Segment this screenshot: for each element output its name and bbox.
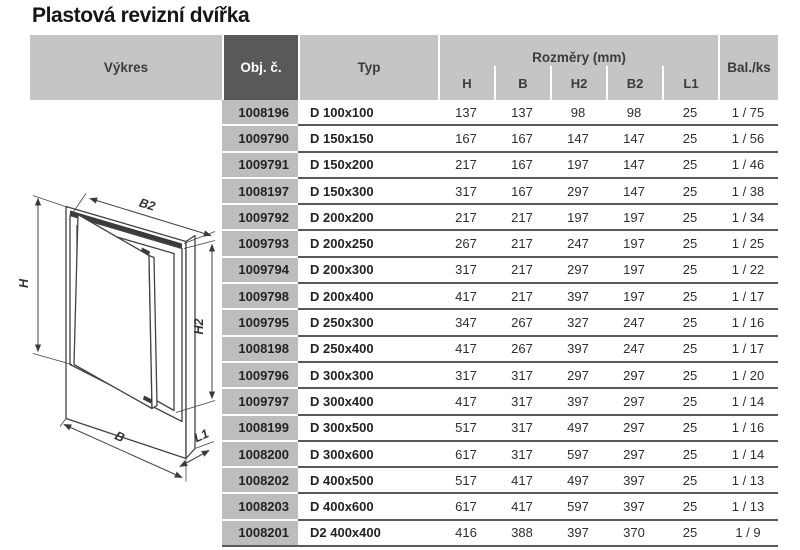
cell-l1: 25 xyxy=(662,442,718,468)
cell-type: D 300x300 xyxy=(298,363,438,389)
cell-bal: 1 / 14 xyxy=(718,442,778,468)
cell-b2: 397 xyxy=(606,494,662,520)
cell-h: 267 xyxy=(438,231,494,257)
drawing-column-spacer xyxy=(30,468,222,494)
cell-b: 267 xyxy=(494,337,550,363)
cell-b: 267 xyxy=(494,310,550,336)
dim-label-h2: H2 xyxy=(192,318,206,335)
cell-bal: 1 / 17 xyxy=(718,284,778,310)
column-header-obj xyxy=(222,35,298,100)
cell-order-number: 1009798 xyxy=(222,284,298,310)
cell-type: D 300x500 xyxy=(298,416,438,442)
cell-h2: 98 xyxy=(550,100,606,126)
cell-bal: 1 / 20 xyxy=(718,363,778,389)
cell-order-number: 1008200 xyxy=(222,442,298,468)
table-row xyxy=(30,284,778,310)
product-table xyxy=(30,35,778,547)
cell-h: 317 xyxy=(438,258,494,284)
cell-b2: 197 xyxy=(606,205,662,231)
cell-b: 317 xyxy=(494,363,550,389)
cell-h2: 397 xyxy=(550,337,606,363)
cell-b2: 397 xyxy=(606,468,662,494)
cell-bal: 1 / 22 xyxy=(718,258,778,284)
column-header-rozmery: Rozměry (mm) xyxy=(532,50,626,65)
cell-h2: 597 xyxy=(550,494,606,520)
drawing-column-spacer xyxy=(30,521,222,547)
table-row xyxy=(30,337,778,363)
cell-bal: 1 / 46 xyxy=(718,153,778,179)
table-row xyxy=(30,389,778,415)
cell-type: D 400x500 xyxy=(298,468,438,494)
cell-h: 217 xyxy=(438,153,494,179)
dim-label-b: B xyxy=(112,428,127,446)
cell-h2: 397 xyxy=(550,389,606,415)
column-header-typ xyxy=(298,35,438,100)
column-header-bal-label: Bal./ks xyxy=(727,60,771,75)
cell-b: 317 xyxy=(494,442,550,468)
cell-h: 167 xyxy=(438,126,494,152)
cell-b: 388 xyxy=(494,521,550,547)
cell-order-number: 1008198 xyxy=(222,337,298,363)
column-group-rozmery xyxy=(438,35,718,100)
cell-order-number: 1009793 xyxy=(222,231,298,257)
cell-b: 317 xyxy=(494,416,550,442)
drawing-column-spacer xyxy=(30,100,222,126)
cell-bal: 1 / 17 xyxy=(718,337,778,363)
drawing-column-spacer xyxy=(30,126,222,152)
cell-bal: 1 / 16 xyxy=(718,310,778,336)
drawing-column-spacer xyxy=(30,205,222,231)
cell-h2: 197 xyxy=(550,153,606,179)
cell-h2: 497 xyxy=(550,468,606,494)
dimension-subheaders xyxy=(440,66,718,100)
dim-label-l1: L1 xyxy=(191,426,211,446)
table-row xyxy=(30,100,778,126)
dim-label-b2: B2 xyxy=(137,195,157,214)
cell-b: 217 xyxy=(494,258,550,284)
cell-l1: 25 xyxy=(662,258,718,284)
cell-h: 217 xyxy=(438,205,494,231)
cell-h2: 397 xyxy=(550,521,606,547)
cell-l1: 25 xyxy=(662,231,718,257)
cell-b: 417 xyxy=(494,494,550,520)
cell-h: 317 xyxy=(438,363,494,389)
cell-h2: 397 xyxy=(550,284,606,310)
cell-b: 217 xyxy=(494,231,550,257)
column-header-vykres-label: Výkres xyxy=(103,60,149,75)
cell-type: D 200x300 xyxy=(298,258,438,284)
table-row xyxy=(30,416,778,442)
cell-h: 317 xyxy=(438,179,494,205)
cell-b2: 197 xyxy=(606,284,662,310)
page-title: Plastová revizní dvířka xyxy=(32,4,250,27)
cell-order-number: 1009790 xyxy=(222,126,298,152)
cell-order-number: 1008196 xyxy=(222,100,298,126)
cell-b2: 247 xyxy=(606,310,662,336)
drawing-column-spacer xyxy=(30,363,222,389)
cell-order-number: 1008203 xyxy=(222,494,298,520)
cell-h: 617 xyxy=(438,442,494,468)
cell-b: 167 xyxy=(494,179,550,205)
cell-l1: 25 xyxy=(662,337,718,363)
cell-type: D 200x200 xyxy=(298,205,438,231)
drawing-column-spacer xyxy=(30,416,222,442)
cell-bal: 1 / 75 xyxy=(718,100,778,126)
cell-h: 416 xyxy=(438,521,494,547)
column-header-b2: B2 xyxy=(606,66,662,100)
cell-l1: 25 xyxy=(662,153,718,179)
cell-type: D 150x150 xyxy=(298,126,438,152)
cell-h: 517 xyxy=(438,468,494,494)
cell-l1: 25 xyxy=(662,310,718,336)
column-header-h2: H2 xyxy=(550,66,606,100)
cell-b2: 247 xyxy=(606,337,662,363)
drawing-column-spacer xyxy=(30,494,222,520)
cell-b: 167 xyxy=(494,153,550,179)
column-header-obj-label: Obj. č. xyxy=(240,60,282,75)
cell-type: D 300x400 xyxy=(298,389,438,415)
cell-b2: 197 xyxy=(606,258,662,284)
cell-type: D 150x300 xyxy=(298,179,438,205)
cell-b2: 297 xyxy=(606,416,662,442)
cell-l1: 25 xyxy=(662,389,718,415)
cell-h2: 147 xyxy=(550,126,606,152)
column-header-bal xyxy=(718,35,778,100)
cell-b2: 197 xyxy=(606,231,662,257)
drawing-column-spacer xyxy=(30,442,222,468)
cell-l1: 25 xyxy=(662,126,718,152)
cell-h2: 197 xyxy=(550,205,606,231)
cell-h2: 327 xyxy=(550,310,606,336)
cell-h: 137 xyxy=(438,100,494,126)
cell-b2: 98 xyxy=(606,100,662,126)
cell-type: D 300x600 xyxy=(298,442,438,468)
cell-order-number: 1009792 xyxy=(222,205,298,231)
cell-order-number: 1009797 xyxy=(222,389,298,415)
drawing-column-spacer xyxy=(30,337,222,363)
table-row xyxy=(30,126,778,152)
cell-type: D 100x100 xyxy=(298,100,438,126)
table-row xyxy=(30,205,778,231)
table-row xyxy=(30,521,778,547)
column-header-h: H xyxy=(462,75,472,91)
cell-order-number: 1008199 xyxy=(222,416,298,442)
cell-bal: 1 / 13 xyxy=(718,494,778,520)
drawing-column-spacer xyxy=(30,310,222,336)
cell-h: 417 xyxy=(438,284,494,310)
cell-order-number: 1009795 xyxy=(222,310,298,336)
cell-order-number: 1008197 xyxy=(222,179,298,205)
cell-b2: 297 xyxy=(606,363,662,389)
drawing-column-spacer xyxy=(30,258,222,284)
cell-b2: 370 xyxy=(606,521,662,547)
cell-b: 217 xyxy=(494,284,550,310)
column-header-typ-label: Typ xyxy=(357,60,381,75)
cell-bal: 1 / 38 xyxy=(718,179,778,205)
table-row xyxy=(30,153,778,179)
table-header xyxy=(30,35,778,100)
cell-type: D 400x600 xyxy=(298,494,438,520)
cell-h: 417 xyxy=(438,389,494,415)
cell-h: 417 xyxy=(438,337,494,363)
cell-order-number: 1008202 xyxy=(222,468,298,494)
cell-h2: 497 xyxy=(550,416,606,442)
cell-b: 417 xyxy=(494,468,550,494)
drawing-column-spacer xyxy=(30,153,222,179)
drawing-column-spacer xyxy=(30,231,222,257)
table-body xyxy=(30,100,778,547)
table-row xyxy=(30,442,778,468)
cell-bal: 1 / 14 xyxy=(718,389,778,415)
cell-order-number: 1008201 xyxy=(222,521,298,547)
cell-h: 347 xyxy=(438,310,494,336)
table-row xyxy=(30,179,778,205)
cell-b: 217 xyxy=(494,205,550,231)
dim-label-h: H xyxy=(17,278,31,289)
cell-l1: 25 xyxy=(662,205,718,231)
cell-l1: 25 xyxy=(662,494,718,520)
cell-l1: 25 xyxy=(662,179,718,205)
cell-b2: 297 xyxy=(606,389,662,415)
cell-b2: 297 xyxy=(606,442,662,468)
table-row xyxy=(30,231,778,257)
cell-h: 617 xyxy=(438,494,494,520)
cell-type: D 200x250 xyxy=(298,231,438,257)
cell-l1: 25 xyxy=(662,468,718,494)
cell-h2: 597 xyxy=(550,442,606,468)
cell-type: D 250x400 xyxy=(298,337,438,363)
cell-l1: 25 xyxy=(662,100,718,126)
cell-b2: 147 xyxy=(606,126,662,152)
cell-b2: 147 xyxy=(606,153,662,179)
cell-l1: 25 xyxy=(662,363,718,389)
column-header-vykres xyxy=(30,35,222,100)
table-row xyxy=(30,494,778,520)
drawing-column-spacer xyxy=(30,284,222,310)
column-header-l1: L1 xyxy=(662,66,718,100)
cell-h2: 297 xyxy=(550,258,606,284)
cell-l1: 25 xyxy=(662,416,718,442)
cell-l1: 25 xyxy=(662,521,718,547)
cell-b: 167 xyxy=(494,126,550,152)
cell-l1: 25 xyxy=(662,284,718,310)
cell-b: 137 xyxy=(494,100,550,126)
cell-bal: 1 / 9 xyxy=(718,521,778,547)
cell-bal: 1 / 34 xyxy=(718,205,778,231)
cell-bal: 1 / 16 xyxy=(718,416,778,442)
cell-bal: 1 / 13 xyxy=(718,468,778,494)
cell-order-number: 1009791 xyxy=(222,153,298,179)
cell-type: D 150x200 xyxy=(298,153,438,179)
cell-b: 317 xyxy=(494,389,550,415)
drawing-column-spacer xyxy=(30,389,222,415)
cell-h2: 247 xyxy=(550,231,606,257)
cell-type: D 200x400 xyxy=(298,284,438,310)
cell-h: 517 xyxy=(438,416,494,442)
table-row xyxy=(30,468,778,494)
column-header-b: B xyxy=(494,66,550,100)
table-row xyxy=(30,363,778,389)
cell-bal: 1 / 56 xyxy=(718,126,778,152)
cell-order-number: 1009794 xyxy=(222,258,298,284)
table-row xyxy=(30,258,778,284)
cell-h2: 297 xyxy=(550,179,606,205)
cell-order-number: 1009796 xyxy=(222,363,298,389)
cell-type: D2 400x400 xyxy=(298,521,438,547)
cell-b2: 147 xyxy=(606,179,662,205)
cell-h2: 297 xyxy=(550,363,606,389)
drawing-column-spacer xyxy=(30,179,222,205)
cell-bal: 1 / 25 xyxy=(718,231,778,257)
cell-type: D 250x300 xyxy=(298,310,438,336)
table-row xyxy=(30,310,778,336)
